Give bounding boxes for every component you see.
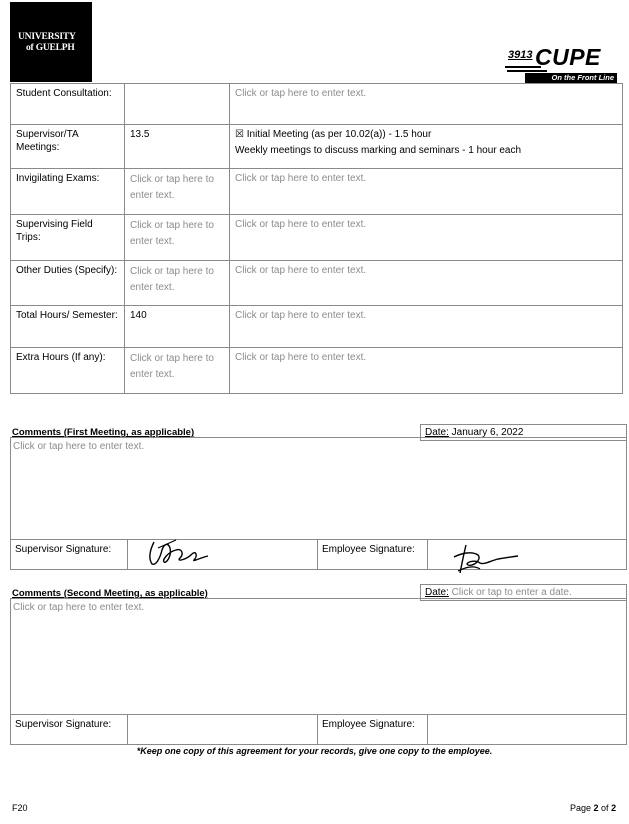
first-meeting-date-field[interactable] bbox=[420, 424, 627, 441]
cupe-tagline: On the Front Line bbox=[525, 73, 617, 83]
row-label: Extra Hours (If any): bbox=[11, 348, 125, 394]
hours-field[interactable] bbox=[125, 84, 230, 125]
description-field[interactable] bbox=[230, 261, 623, 306]
date-value: January 6, 2022 bbox=[448, 427, 524, 438]
row-label: Supervisor/TA Meetings: bbox=[11, 125, 125, 169]
supervisor-signature-field[interactable] bbox=[127, 540, 317, 569]
table-row bbox=[11, 348, 623, 394]
second-meeting-signature-row bbox=[10, 714, 627, 745]
form-code: F20 bbox=[12, 803, 28, 813]
hours-field[interactable] bbox=[125, 348, 230, 394]
cupe-logo bbox=[505, 44, 617, 84]
description-field[interactable] bbox=[230, 215, 623, 261]
first-meeting-signature-row bbox=[10, 539, 627, 570]
page-number: Page 2 of 2 bbox=[570, 803, 617, 813]
first-meeting-title: Comments (First Meeting, as applicable) bbox=[12, 427, 195, 438]
description-field[interactable] bbox=[230, 84, 623, 125]
row-label: Other Duties (Specify): bbox=[11, 261, 125, 306]
row-label: Student Consultation: bbox=[11, 84, 125, 125]
table-row bbox=[11, 306, 623, 348]
table-row bbox=[11, 215, 623, 261]
row-label: Supervising Field Trips: bbox=[11, 215, 125, 261]
description-field[interactable] bbox=[230, 169, 623, 215]
hours-field[interactable] bbox=[125, 306, 230, 348]
employee-signature-field[interactable] bbox=[427, 540, 626, 569]
placeholder-text: Click or tap here to enter text. bbox=[235, 265, 367, 276]
second-meeting-title: Comments (Second Meeting, as applicable) bbox=[12, 588, 208, 599]
first-meeting-comment-box bbox=[10, 437, 627, 540]
description-field[interactable] bbox=[230, 125, 623, 169]
university-logo-line1: UNIVERSITY bbox=[18, 32, 76, 42]
second-meeting-comment-box bbox=[10, 598, 627, 715]
placeholder-text: Click or tap here to enter text. bbox=[130, 353, 214, 380]
employee-signature-image bbox=[452, 543, 522, 575]
copy-instruction-note: *Keep one copy of this agreement for your records, give one copy to the employee. bbox=[136, 746, 493, 756]
date-label: Date: bbox=[425, 427, 449, 438]
date-placeholder: Click or tap to enter a date. bbox=[448, 587, 572, 598]
description-field[interactable] bbox=[230, 306, 623, 348]
cupe-wordmark: CUPE bbox=[535, 44, 601, 70]
placeholder-text: Click or tap here to enter text. bbox=[235, 88, 367, 99]
placeholder-text: Click or tap here to enter text. bbox=[130, 220, 214, 247]
row-label: Invigilating Exams: bbox=[11, 169, 125, 215]
hours-field[interactable] bbox=[125, 169, 230, 215]
placeholder-text: Click or tap here to enter text. bbox=[235, 219, 367, 230]
hours-field[interactable] bbox=[125, 215, 230, 261]
employee-signature-label: Employee Signature: bbox=[317, 540, 427, 569]
table-row bbox=[11, 125, 623, 169]
hours-value: 140 bbox=[130, 310, 147, 321]
university-logo-line2: of GUELPH bbox=[26, 43, 75, 53]
table-row bbox=[11, 84, 623, 125]
supervisor-signature-label: Supervisor Signature: bbox=[15, 719, 112, 730]
row-label: Total Hours/ Semester: bbox=[11, 306, 125, 348]
cupe-local-number: 3913 bbox=[508, 49, 533, 61]
placeholder-text: Click or tap here to enter text. bbox=[235, 310, 367, 321]
description-field[interactable] bbox=[230, 348, 623, 394]
table-row bbox=[11, 261, 623, 306]
first-meeting-comment-input[interactable]: Click or tap here to enter text. bbox=[13, 441, 145, 452]
duties-table bbox=[10, 83, 623, 394]
placeholder-text: Click or tap here to enter text. bbox=[130, 266, 214, 293]
supervisor-signature-label: Supervisor Signature: bbox=[15, 544, 112, 555]
supervisor-signature-field[interactable] bbox=[127, 715, 317, 744]
description-line: Weekly meetings to discuss marking and seminars - 1 hour each bbox=[235, 145, 522, 156]
supervisor-signature-image bbox=[146, 536, 216, 570]
second-meeting-date-field[interactable] bbox=[420, 584, 627, 601]
employee-signature-label: Employee Signature: bbox=[317, 715, 427, 744]
hours-field[interactable] bbox=[125, 125, 230, 169]
employee-signature-field[interactable] bbox=[427, 715, 626, 744]
cupe-stripe bbox=[507, 70, 547, 72]
second-meeting-comment-input[interactable]: Click or tap here to enter text. bbox=[13, 602, 145, 613]
placeholder-text: Click or tap here to enter text. bbox=[235, 352, 367, 363]
placeholder-text: Click or tap here to enter text. bbox=[235, 173, 367, 184]
date-label: Date: bbox=[425, 587, 449, 598]
description-line: ☒ Initial Meeting (as per 10.02(a)) - 1.5 hour bbox=[235, 129, 432, 140]
hours-value: 13.5 bbox=[130, 129, 150, 140]
hours-field[interactable] bbox=[125, 261, 230, 306]
placeholder-text: Click or tap here to enter text. bbox=[130, 174, 214, 201]
table-row bbox=[11, 169, 623, 215]
university-of-guelph-logo bbox=[10, 2, 92, 82]
